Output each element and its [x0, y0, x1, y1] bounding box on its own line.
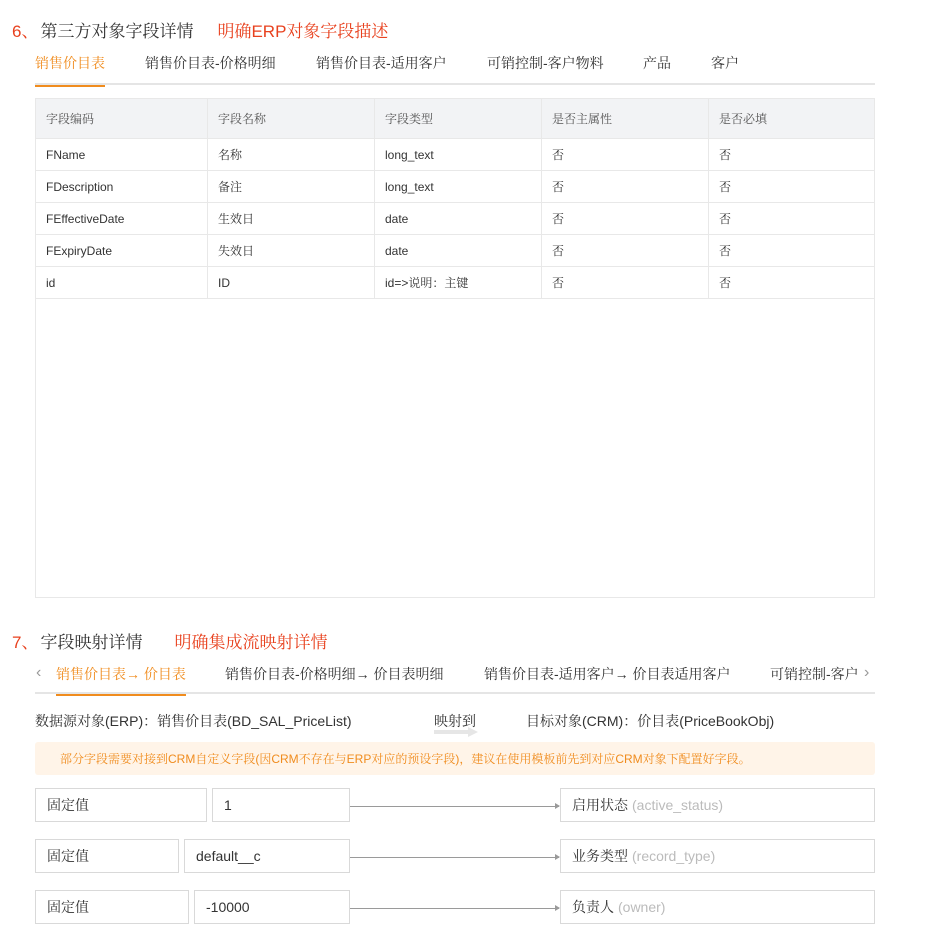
table-row: [36, 139, 874, 171]
cell-is-primary: 否: [542, 267, 709, 298]
section7-number: 7、: [12, 633, 39, 652]
cell-field-code: FExpiryDate: [36, 235, 208, 266]
map-arrow-icon: [434, 726, 478, 738]
cell-field-name: ID: [208, 267, 375, 298]
section7-heading: [12, 628, 327, 653]
section6-tabs: [35, 55, 875, 85]
table-row: [36, 235, 874, 267]
cell-is-primary: 否: [542, 235, 709, 266]
cell-field-type: date: [375, 203, 542, 234]
cell-is-required: 否: [719, 276, 732, 290]
cell-is-primary: 否: [542, 203, 709, 234]
mapping-target-field[interactable]: [560, 839, 875, 873]
mapping-connector: [350, 806, 559, 807]
cell-field-name: 生效日: [208, 203, 375, 234]
target-field-label: 启用状态: [572, 797, 628, 813]
target-object: 目标对象(CRM)：价目表(PriceBookObj): [526, 713, 775, 729]
header-is-primary: 是否主属性: [542, 99, 709, 138]
cell-field-code: id: [36, 267, 208, 298]
section7-tabs: [35, 666, 875, 694]
cell-is-primary: 否: [542, 139, 709, 170]
warning-banner: 部分字段需要对接到CRM自定义字段(因CRM不存在与ERP对应的预设字段)，建议在使用模板前先到对应CRM对象下配置好字段。: [35, 742, 875, 775]
source-object: 数据源对象(ERP)：销售价目表(BD_SAL_PriceList): [35, 713, 352, 729]
field-table: [35, 98, 875, 598]
tab-product[interactable]: 产品: [643, 55, 671, 71]
tab-price-list-customer[interactable]: 销售价目表-适用客户: [316, 55, 447, 71]
cell-field-name: 失效日: [208, 235, 375, 266]
mapping-type-select[interactable]: 固定值: [35, 839, 179, 873]
header-field-name: 字段名称: [208, 99, 375, 138]
section6-heading: [12, 17, 388, 42]
mapping-value-input[interactable]: -10000: [194, 890, 350, 924]
tab-map-price-list[interactable]: 销售价目表→ 价目表: [56, 666, 186, 694]
cell-field-type: date: [375, 235, 542, 266]
target-field-api: (record_type): [632, 848, 716, 864]
tab-map-price-customer[interactable]: 销售价目表-适用客户→ 价目表适用客户: [484, 666, 731, 682]
cell-field-type: long_text: [375, 139, 542, 170]
mapping-value-input[interactable]: default__c: [184, 839, 350, 873]
cell-is-primary: 否: [542, 171, 709, 202]
chevron-right-icon[interactable]: ›: [864, 664, 870, 681]
mapping-connector: [350, 857, 559, 858]
section6-number: 6、: [12, 22, 39, 41]
tab-customer[interactable]: 客户: [711, 55, 739, 71]
tab-price-list-detail[interactable]: 销售价目表-价格明细: [145, 55, 276, 71]
cell-is-required: 否: [719, 180, 732, 194]
map-to-label: 映射到: [434, 713, 476, 729]
cell-field-code: FName: [36, 139, 208, 170]
cell-is-required: 否: [719, 244, 732, 258]
chevron-left-icon[interactable]: ‹: [36, 664, 42, 681]
tab-map-price-detail[interactable]: 销售价目表-价格明细→ 价目表明细: [225, 666, 444, 682]
mapping-type-select[interactable]: 固定值: [35, 890, 189, 924]
cell-is-required: 否: [719, 212, 732, 226]
tab-map-sales-control[interactable]: 可销控制-客户: [770, 666, 859, 682]
mapping-connector: [350, 908, 559, 909]
cell-field-name: 名称: [208, 139, 375, 170]
table-header: [36, 99, 874, 139]
tab-price-list[interactable]: 销售价目表: [35, 55, 105, 85]
target-field-api: (active_status): [632, 797, 724, 813]
mapping-value-input[interactable]: 1: [212, 788, 350, 822]
mapping-target-field[interactable]: [560, 890, 875, 924]
mapping-type-select[interactable]: 固定值: [35, 788, 207, 822]
cell-is-required: 否: [719, 148, 732, 162]
cell-field-type: long_text: [375, 171, 542, 202]
mapping-target-field[interactable]: [560, 788, 875, 822]
table-row: [36, 203, 874, 235]
cell-field-code: FDescription: [36, 171, 208, 202]
section6-note: 明确ERP对象字段描述: [217, 22, 389, 41]
section7-note: 明确集成流映射详情: [174, 633, 328, 652]
target-field-label: 业务类型: [572, 848, 628, 864]
table-row: [36, 171, 874, 203]
target-field-api: (owner): [618, 899, 666, 915]
section7-title: 字段映射详情: [40, 633, 143, 652]
tab-sales-control-material[interactable]: 可销控制-客户物料: [487, 55, 604, 71]
header-field-type: 字段类型: [375, 99, 542, 138]
section6-title: 第三方对象字段详情: [40, 22, 194, 41]
cell-field-name: 备注: [208, 171, 375, 202]
cell-field-type: id=>说明：主键: [375, 267, 542, 298]
target-field-label: 负责人: [572, 899, 614, 915]
table-row: [36, 267, 874, 299]
header-is-required: 是否必填: [719, 112, 768, 126]
cell-field-code: FEffectiveDate: [36, 203, 208, 234]
header-field-code: 字段编码: [36, 99, 208, 138]
